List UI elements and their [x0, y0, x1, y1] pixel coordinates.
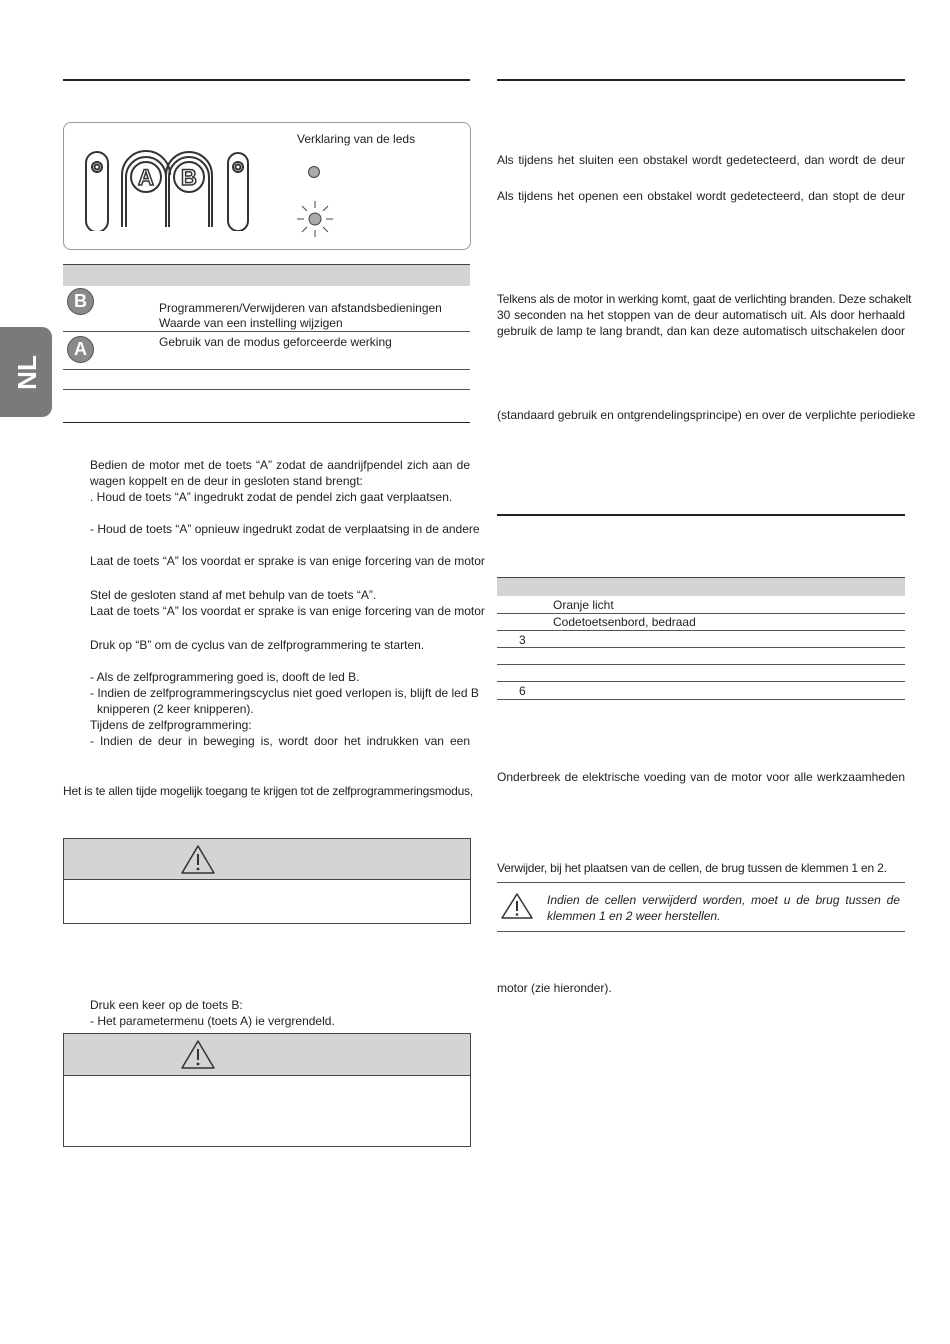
buttons-table-header	[63, 264, 470, 286]
buttons-table-cell: Programmeren/Verwijderen van afstandsbedieningen	[159, 301, 442, 315]
paragraph-line: Onderbreek de elektrische voeding van de motor voor alle werkzaamheden	[497, 770, 905, 784]
paragraph-line: - Indien de deur in beweging is, wordt door het indrukken van een	[90, 734, 470, 748]
button-a-icon[interactable]	[131, 162, 161, 192]
table-divider	[63, 331, 470, 332]
paragraph-line: Telkens als de motor in werking komt, gaat de verlichting branden. Deze schakelt	[497, 292, 912, 306]
buttons-table-cell: Gebruik van de modus geforceerde werking	[159, 335, 392, 349]
paragraph-line: Als tijdens het sluiten een obstakel wordt gedetecteerd, dan wordt de deur	[497, 153, 905, 167]
language-tab	[0, 327, 52, 417]
paragraph-line: (standaard gebruik en ontgrendelingsprincipe) en over de verplichte periodieke	[497, 408, 916, 422]
paragraph-line: - Indien de zelfprogrammeringscyclus niet goed verlopen is, blijft de led B	[90, 686, 479, 700]
paragraph-line: Laat de toets “A” los voordat er sprake is van enige forcering van de motor	[90, 604, 485, 618]
paragraph-line: Verwijder, bij het plaatsen van de cellen, de brug tussen de klemmen 1 en 2.	[497, 861, 887, 875]
access-table-num: 6	[519, 684, 526, 698]
access-table-num: 3	[519, 633, 526, 647]
warning-box-header	[64, 839, 470, 880]
warning-triangle-icon	[180, 1039, 216, 1070]
paragraph-line: wagen koppelt en de deur in gesloten stand brengt:	[90, 474, 363, 488]
section-rule	[497, 514, 905, 516]
access-table-header	[497, 577, 905, 596]
table-divider	[63, 369, 470, 370]
left-top-rule	[63, 79, 470, 81]
svg-text:B: B	[181, 165, 197, 190]
control-panel-illustration	[78, 145, 278, 231]
keyhole-slider-icon	[86, 152, 108, 231]
access-table-label: Oranje licht	[553, 598, 614, 612]
warning-triangle-icon	[180, 844, 216, 875]
keyhole-slider-icon	[228, 153, 248, 231]
warning-box	[63, 1033, 471, 1147]
warning-triangle-icon	[500, 892, 534, 920]
table-divider	[497, 664, 905, 665]
paragraph-line: Stel de gesloten stand af met behulp van de toets “A”.	[90, 588, 377, 602]
paragraph-line: 30 seconden na het stoppen van de deur automatisch uit. Als door herhaald	[497, 308, 905, 322]
table-divider	[497, 630, 905, 631]
buttons-table-cell: Waarde van een instelling wijzigen	[159, 316, 343, 330]
svg-text:A: A	[138, 165, 154, 190]
led-legend-title: Verklaring van de leds	[297, 132, 416, 146]
right-top-rule	[497, 79, 905, 81]
warning-box	[63, 838, 471, 924]
warning-box-header	[64, 1034, 470, 1076]
paragraph-line: - Het parametermenu (toets A) ie vergrendeld.	[90, 1014, 335, 1028]
note-top-rule	[497, 882, 905, 883]
paragraph-line: Laat de toets “A” los voordat er sprake is van enige forcering van de motor	[90, 554, 485, 568]
paragraph-line: Druk op “B” om de cyclus van de zelfprogrammering te starten.	[90, 638, 425, 652]
note-text: klemmen 1 en 2 weer herstellen.	[547, 909, 721, 923]
table-divider	[63, 389, 470, 390]
button-b-icon: B	[67, 288, 94, 315]
paragraph-line: Tijdens de zelfprogrammering:	[90, 718, 252, 732]
table-divider	[497, 699, 905, 700]
table-divider	[497, 681, 905, 682]
paragraph-line: knipperen (2 keer knipperen).	[97, 702, 254, 716]
access-table-label: Codetoetsenbord, bedraad	[553, 615, 696, 629]
table-divider	[497, 647, 905, 648]
paragraph-line: motor (zie hieronder).	[497, 981, 612, 995]
paragraph-line: Het is te allen tijde mogelijk toegang te krijgen tot de zelfprogrammeringsmodus,	[63, 784, 474, 798]
led-panel	[63, 122, 471, 250]
button-a-icon: A	[67, 336, 94, 363]
led-off-icon	[307, 165, 321, 179]
paragraph-line: Als tijdens het openen een obstakel wordt gedetecteerd, dan stopt de deur	[497, 189, 905, 203]
paragraph-line: Bedien de motor met de toets “A” zodat de aandrijfpendel zich aan de	[90, 458, 470, 472]
paragraph-line: - Als de zelfprogrammering goed is, dooft de led B.	[90, 670, 360, 684]
note-bottom-rule	[497, 931, 905, 932]
note-text: Indien de cellen verwijderd worden, moet u de brug tussen de	[547, 893, 900, 907]
paragraph-line: gebruik de lamp te lang brandt, dan kan deze automatisch uitschakelen door	[497, 324, 905, 338]
table-divider	[63, 422, 470, 423]
paragraph-line: Druk een keer op de toets B:	[90, 998, 243, 1012]
language-tab-label: NL	[11, 355, 42, 390]
button-b-icon[interactable]	[174, 162, 204, 192]
led-blink-icon	[295, 199, 335, 239]
paragraph-line: - Houd de toets “A” opnieuw ingedrukt zodat de verplaatsing in de andere	[90, 522, 480, 536]
paragraph-line: . Houd de toets “A” ingedrukt zodat de pendel zich gaat verplaatsen.	[90, 490, 453, 504]
